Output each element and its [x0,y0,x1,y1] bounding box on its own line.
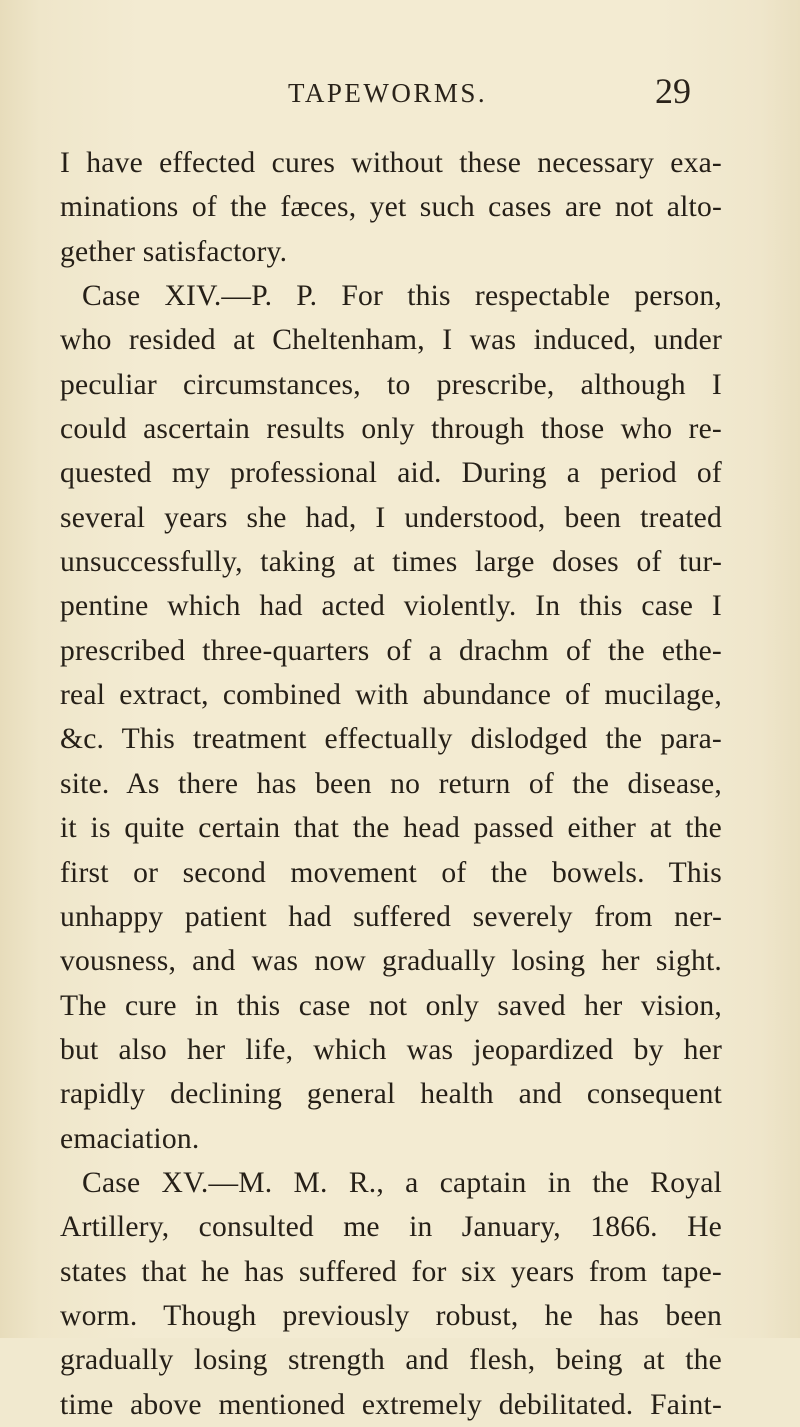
text-line: vousness, and was now gradually losing her sight. [60,945,722,978]
page-header [0,71,800,118]
text-line: unhappy patient had suffered severely from ner- [60,900,722,933]
text-line: who resided at Cheltenham, I was induced, under [60,324,722,357]
body-text [60,141,722,1427]
text-line: unsuccessfully, taking at times large doses of tur- [60,546,722,579]
case-heading-line: Case XIV.—P. P. For this respectable person, [82,280,722,313]
text-line: site. As there has been no return of the disease, [60,767,722,800]
text-line: pentine which had acted violently. In this case I [60,590,722,623]
text-line: prescribed three-quarters of a drachm of the ethe- [60,634,722,667]
text-line: time above mentioned extremely debilitated. Faint- [60,1388,722,1421]
text-line: real extract, combined with abundance of mucilage, [60,679,722,712]
text-line: but also her life, which was jeopardized by her [60,1033,722,1066]
text-line: quested my professional aid. During a period of [60,457,722,490]
case-heading-line: Case XV.—M. M. R., a captain in the Royal [82,1166,722,1199]
text-line: I have effected cures without these necessary exa- [60,147,722,179]
text-line: states that he has suffered for six years from tape- [60,1255,722,1288]
text-line: peculiar circumstances, to prescribe, although I [60,368,722,401]
text-line: it is quite certain that the head passed either at the [60,812,722,845]
running-head: TAPEWORMS. [288,78,488,108]
text-line: minations of the fæces, yet such cases are not alto- [60,191,722,224]
text-line: several years she had, I understood, been treated [60,501,722,534]
text-line: worm. Though previously robust, he has been [60,1299,722,1332]
text-line: Artillery, consulted me in January, 1866. He [60,1211,722,1244]
text-line: emaciation. [60,1122,200,1155]
text-line: The cure in this case not only saved her vision, [60,989,722,1022]
text-line: first or second movement of the bowels. This [60,856,722,889]
page-number: 29 [655,71,691,111]
text-line: rapidly declining general health and consequent [60,1078,722,1111]
text-line: &c. This treatment effectually dislodged the para- [60,723,722,756]
text-line: gether satisfactory. [60,235,288,268]
text-line: gradually losing strength and flesh, being at the [60,1344,722,1377]
text-line: could ascertain results only through those who re- [60,413,722,446]
